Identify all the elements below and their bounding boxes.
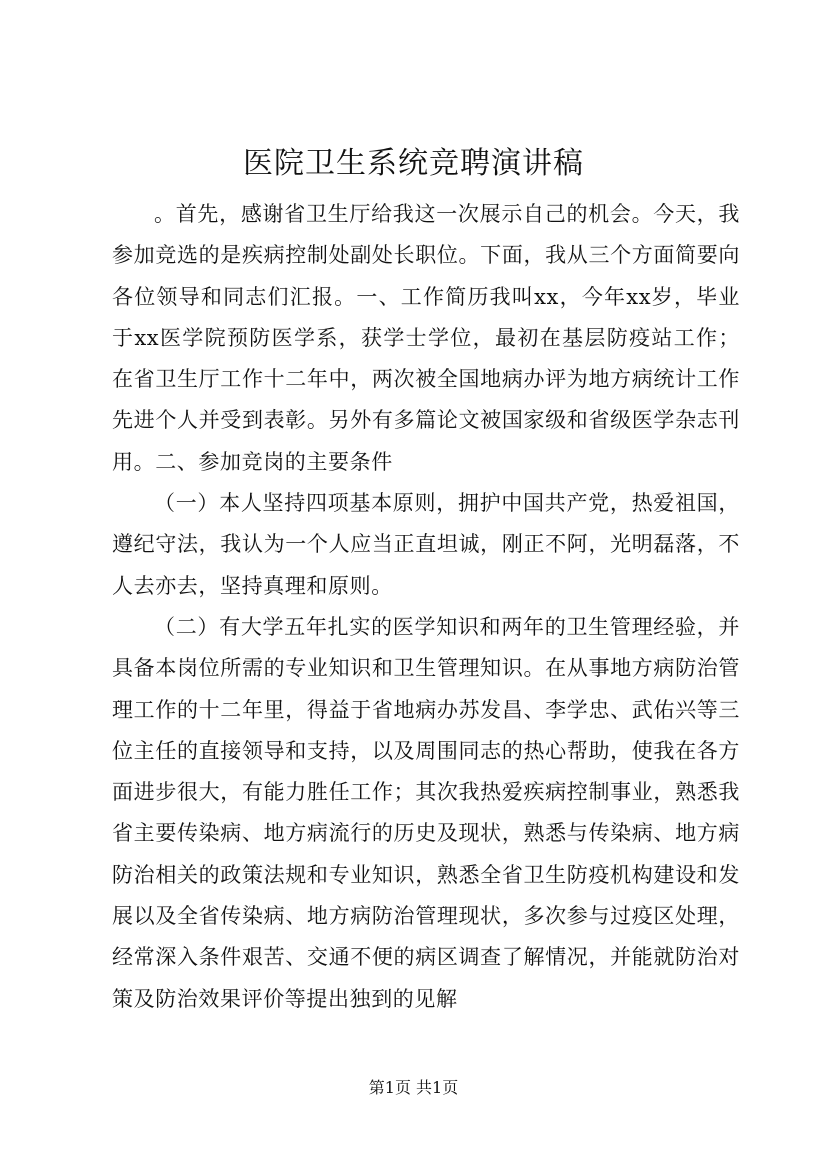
paragraph-3: （二）有大学五年扎实的医学知识和两年的卫生管理经验，并具备本岗位所需的专业知识和卫生管理知识。在从事地方病防治管理工作的十二年里，得益于省地病办苏发昌、李学忠、武佑兴等三位主任的直接领导和支持，以及周围同志的热心帮助，使我在各方面进步很大，有能力胜任工作；其次我热爱疾病控制事业，熟悉我省主要传染病、地方病流行的历史及现状，熟悉与传染病、地方病防治相关的政策法规和专业知识，熟悉全省卫生防疫机构建设和发展以及全省传染病、地方病防治管理现状，多次参与过疫区处理，经常深入条件艰苦、交通不便的病区调查了解情况，并能就防治对策及防治效果评价等提出独到的见解 bbox=[112, 614, 740, 1011]
page-footer: 第1页 共1页 bbox=[368, 1078, 459, 1097]
paragraph-2: （一）本人坚持四项基本原则，拥护中国共产党，热爱祖国，遵纪守法，我认为一个人应当正直坦诚，刚正不阿，光明磊落，不人去亦去，坚持真理和原则。 bbox=[112, 491, 740, 598]
paragraph-1: 。首先，感谢省卫生厅给我这一次展示自己的机会。今天，我参加竞选的是疾病控制处副处长职位。下面，我从三个方面简要向各位领导和同志们汇报。一、工作简历我叫xx，今年xx岁，毕业于xx医学院预防医学系，获学士学位，最初在基层防疫站工作；在省卫生厅工作十二年中，两次被全国地病办评为地方病统计工作先进个人并受到表彰。另外有多篇论文被国家级和省级医学杂志刊用。二、参加竞岗的主要条件 bbox=[112, 202, 740, 474]
document-body bbox=[112, 194, 740, 1020]
document-title: 医院卫生系统竞聘演讲稿 bbox=[243, 146, 584, 181]
